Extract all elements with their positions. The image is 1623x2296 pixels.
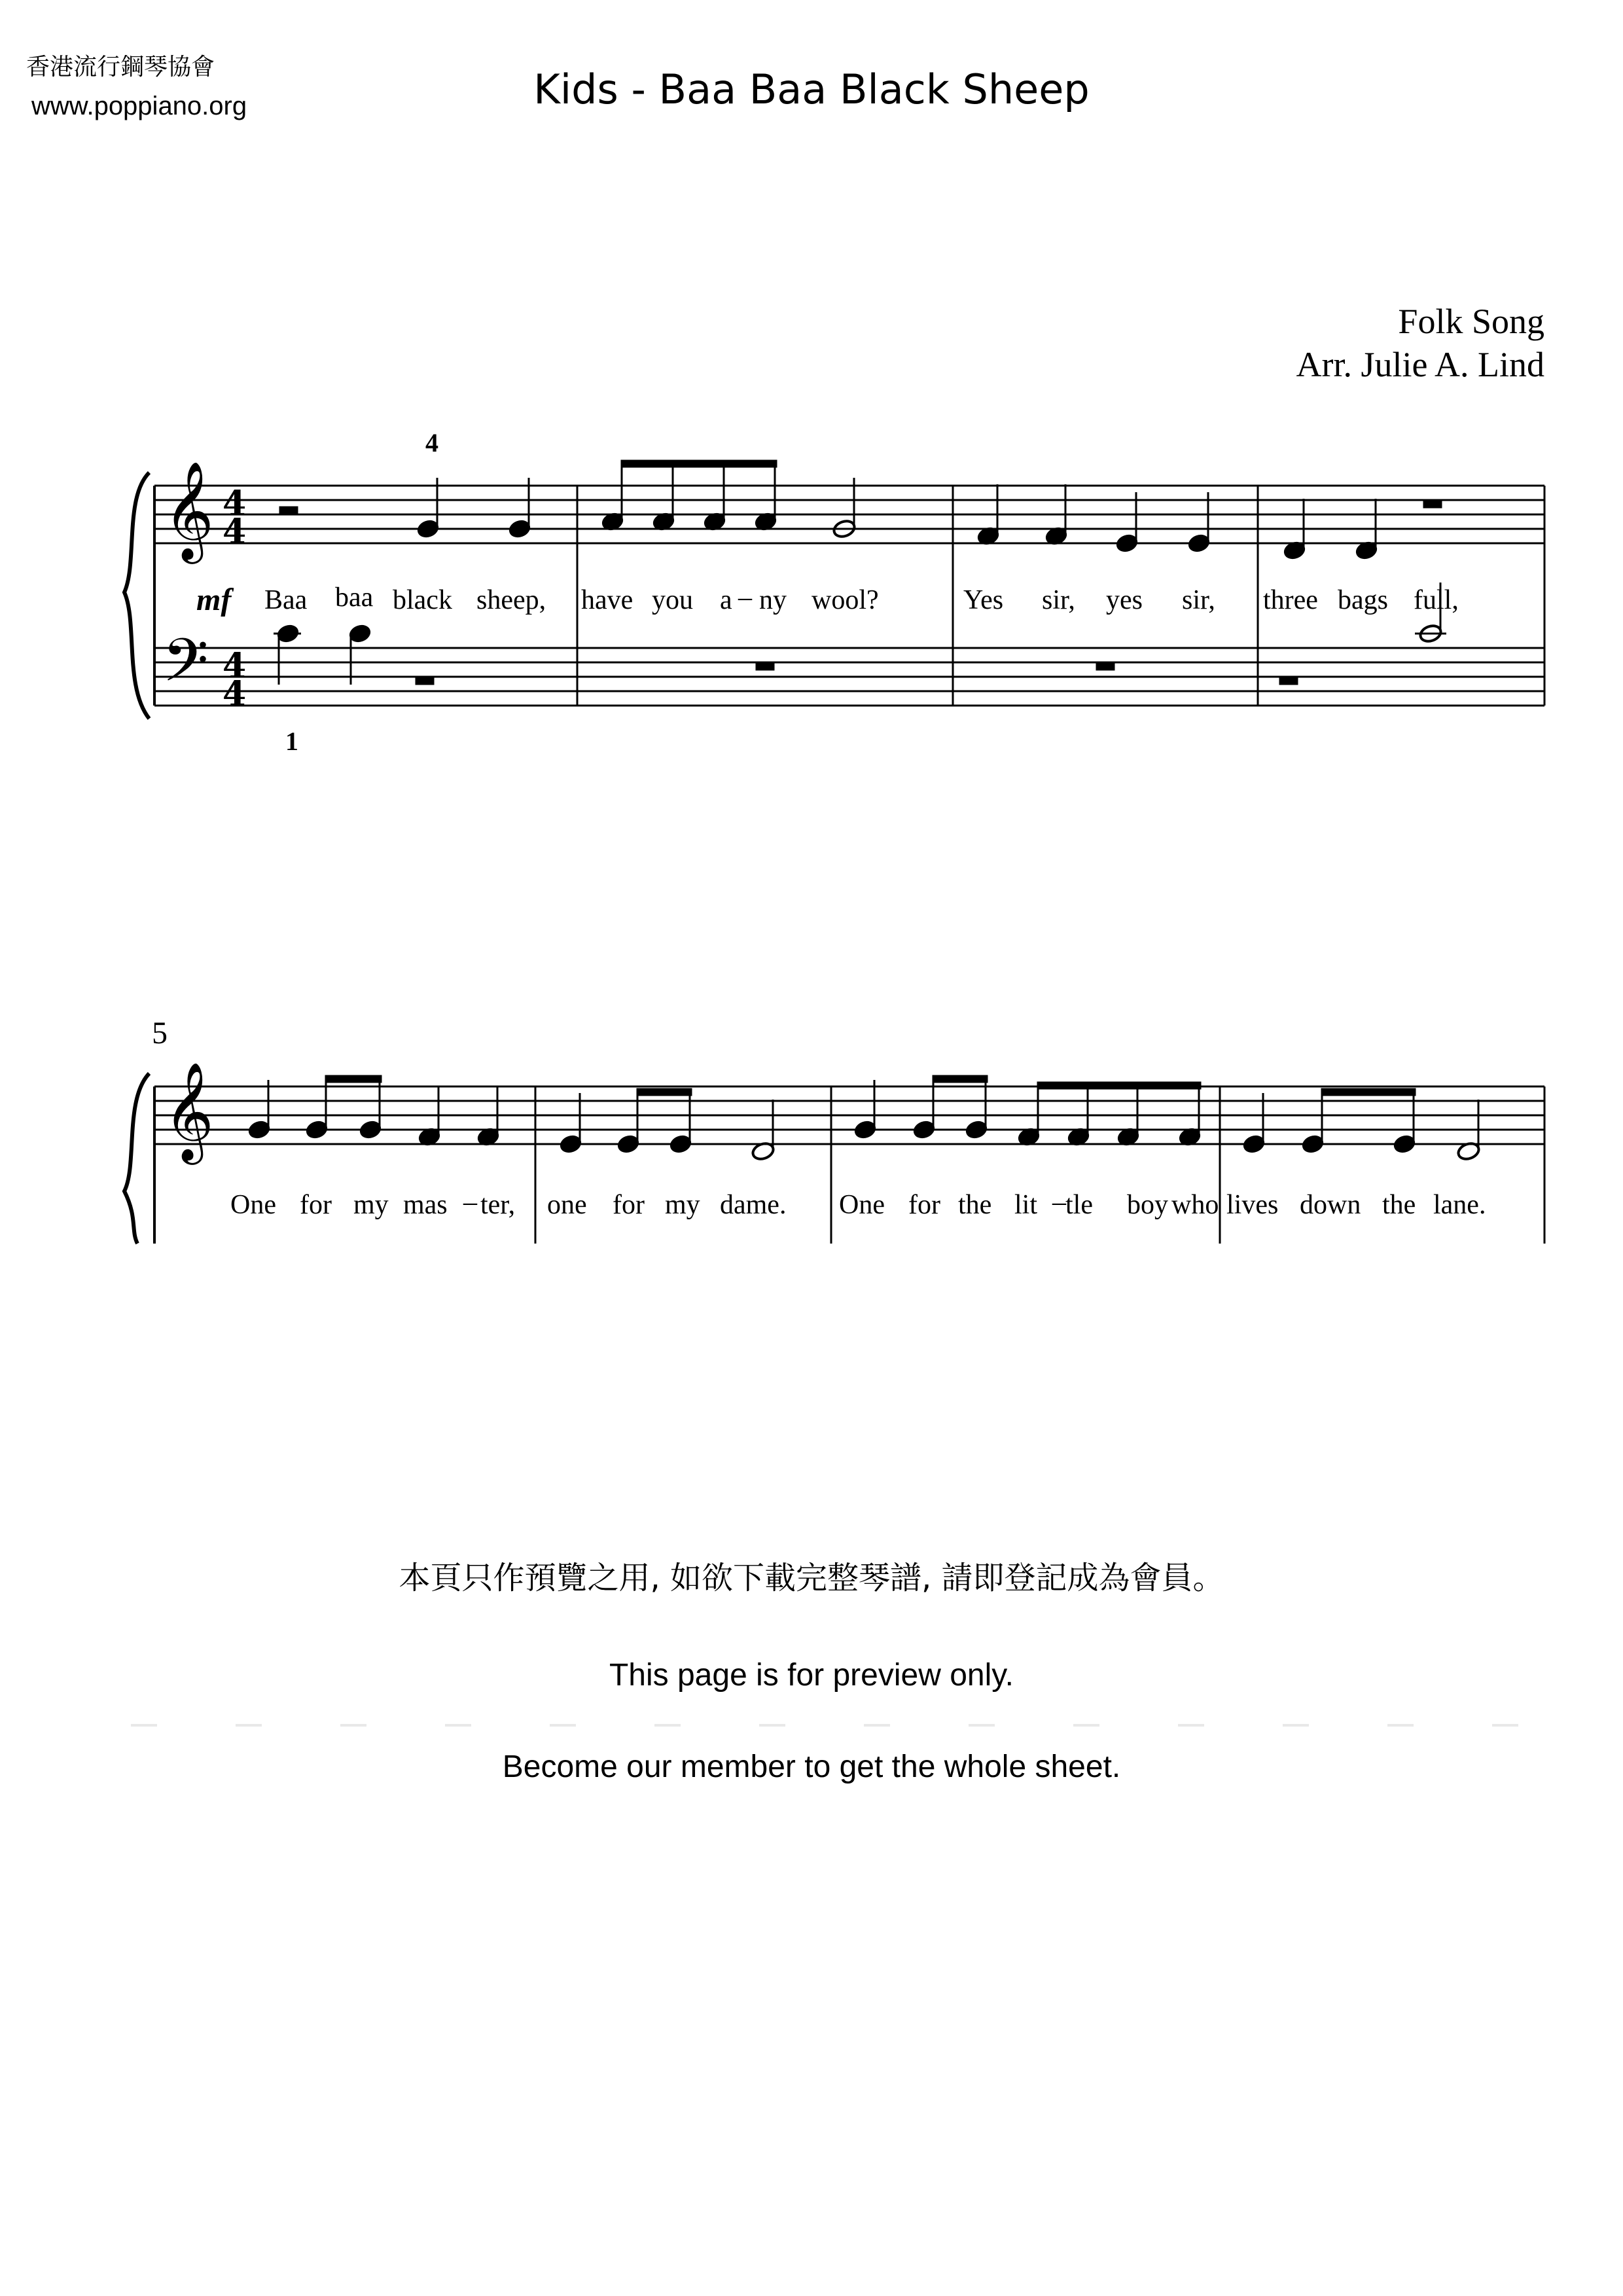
- lyric: for: [613, 1190, 645, 1220]
- lyric: sheep,: [476, 585, 546, 615]
- lyric: boy: [1127, 1190, 1168, 1220]
- fingering-bass: 1: [285, 726, 298, 756]
- svg-text:–: –: [738, 583, 752, 613]
- lyric: sir,: [1182, 585, 1215, 615]
- site-name: 香港流行鋼琴協會: [26, 54, 215, 81]
- svg-text:–: –: [1052, 1187, 1066, 1217]
- lyric: black: [393, 585, 452, 615]
- time-sig-treble-bottom: 4: [223, 512, 247, 552]
- lyric: a: [720, 585, 732, 615]
- brace-system2: [124, 1073, 149, 1244]
- svg-text:–: –: [463, 1187, 477, 1217]
- lyric: wool?: [812, 585, 879, 615]
- lyric: tle: [1065, 1190, 1093, 1220]
- lyric: one: [547, 1190, 587, 1220]
- lyric: sir,: [1042, 585, 1075, 615]
- lyric: One: [839, 1190, 885, 1220]
- treble-clef-system2: 𝄞: [164, 1061, 214, 1160]
- lyric: have: [581, 585, 633, 615]
- preview-notice-line2: Become our member to get the whole sheet.: [502, 1749, 1121, 1784]
- page-title: Kids - Baa Baa Black Sheep: [533, 65, 1090, 113]
- lyric: the: [958, 1190, 992, 1220]
- lyric: three: [1263, 585, 1318, 615]
- lyric: down: [1300, 1190, 1361, 1220]
- lyric: baa: [335, 583, 374, 613]
- watermark-band: [131, 1724, 1558, 1727]
- lyric: you: [652, 585, 693, 615]
- lyrics-system1: [264, 583, 1459, 615]
- bass-staff-system1: [154, 648, 1544, 706]
- lyric: mas: [403, 1190, 448, 1220]
- lyric: my: [665, 1190, 700, 1220]
- bass-clef: 𝄢: [162, 626, 209, 709]
- lyric: dame.: [720, 1190, 787, 1220]
- measure-number: 5: [152, 1016, 168, 1050]
- lyric: who: [1171, 1190, 1219, 1220]
- preview-notice-line1: This page is for preview only.: [609, 1658, 1014, 1693]
- treble-clef: 𝄞: [164, 460, 214, 560]
- lyric: my: [353, 1190, 389, 1220]
- lyric: lit: [1014, 1190, 1038, 1220]
- time-sig-treble-top: 4: [223, 484, 247, 524]
- lyric: for: [908, 1190, 940, 1220]
- brace-system1: [124, 473, 149, 719]
- lyrics-system2: [230, 1187, 1486, 1220]
- preview-notice-chinese: 本頁只作預覽之用, 如欲下載完整琴譜, 請即登記成為會員。: [399, 1560, 1224, 1596]
- lyric: lives: [1226, 1190, 1279, 1220]
- lyric: ny: [759, 585, 787, 615]
- lyric: lane.: [1433, 1190, 1486, 1220]
- site-url[interactable]: www.poppiano.org: [31, 92, 247, 120]
- lyric: for: [300, 1190, 332, 1220]
- lyric: yes: [1106, 585, 1143, 615]
- dynamic-marking: mf: [196, 583, 232, 617]
- lyric: full,: [1414, 585, 1459, 615]
- lyric: Yes: [963, 585, 1004, 615]
- arranger-credit: Arr. Julie A. Lind: [1296, 345, 1544, 384]
- lyric: Baa: [264, 585, 308, 615]
- time-sig-bass-top: 4: [223, 646, 247, 686]
- composer-credit: Folk Song: [1398, 302, 1544, 341]
- lyric: One: [230, 1190, 276, 1220]
- fingering-treble: 4: [425, 428, 438, 457]
- lyric: bags: [1338, 585, 1388, 615]
- lyric: the: [1382, 1190, 1416, 1220]
- time-sig-bass-bottom: 4: [223, 674, 247, 714]
- lyric: ter,: [480, 1190, 516, 1220]
